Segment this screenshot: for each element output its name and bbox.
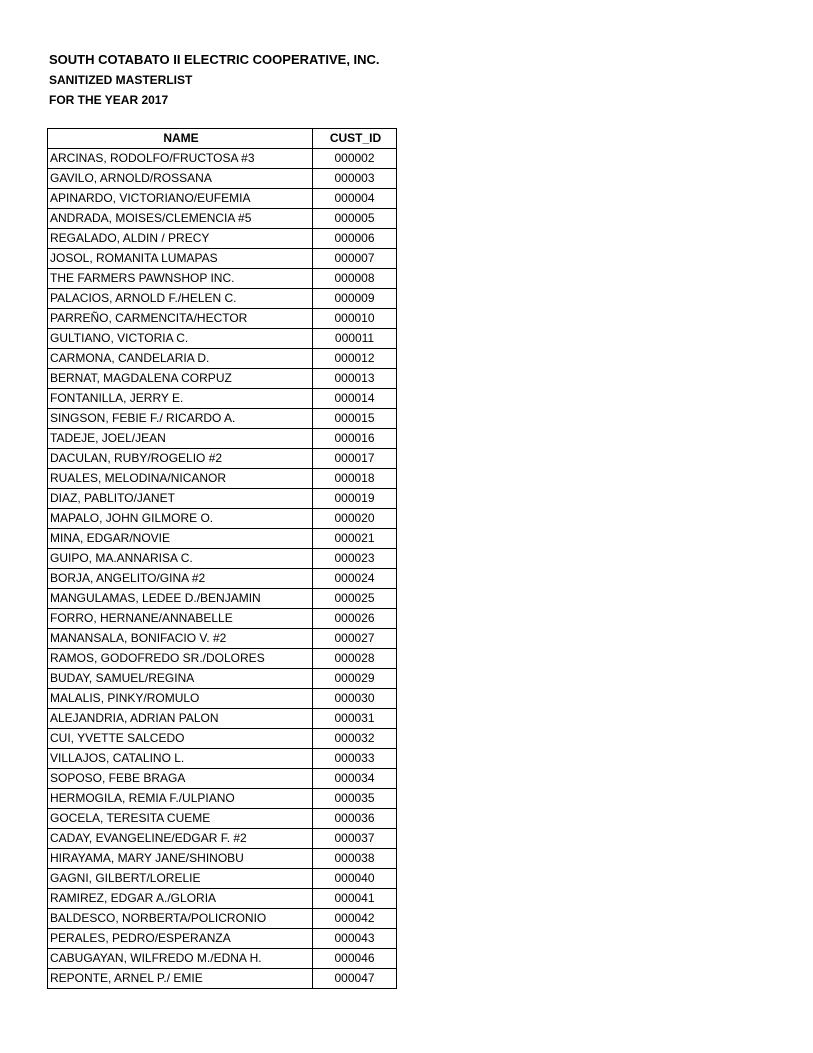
customer-id-cell: 000037 [313,829,397,849]
customer-name-cell: BUDAY, SAMUEL/REGINA [48,669,313,689]
customer-name-cell: GAGNI, GILBERT/LORELIE [48,869,313,889]
customer-name-cell: RAMIREZ, EDGAR A./GLORIA [48,889,313,909]
customer-id-cell: 000014 [313,389,397,409]
table-row [48,869,397,889]
table-body [48,149,397,989]
customer-id-cell: 000019 [313,489,397,509]
masterlist-table [47,128,397,989]
customer-id-cell: 000003 [313,169,397,189]
table-row [48,829,397,849]
table-row [48,469,397,489]
table-row [48,529,397,549]
customer-name-cell: HIRAYAMA, MARY JANE/SHINOBU [48,849,313,869]
table-row [48,909,397,929]
table-row [48,489,397,509]
document-header [49,50,380,110]
customer-id-cell: 000004 [313,189,397,209]
organization-title: SOUTH COTABATO II ELECTRIC COOPERATIVE, INC. [49,52,380,67]
table-header-row [48,129,397,149]
customer-id-cell: 000031 [313,709,397,729]
table-row [48,169,397,189]
customer-id-cell: 000033 [313,749,397,769]
customer-name-cell: CADAY, EVANGELINE/EDGAR F. #2 [48,829,313,849]
table-row [48,769,397,789]
customer-name-cell: BORJA, ANGELITO/GINA #2 [48,569,313,589]
customer-name-cell: MANANSALA, BONIFACIO V. #2 [48,629,313,649]
column-header-name: NAME [48,129,313,149]
customer-id-cell: 000015 [313,409,397,429]
table-row [48,849,397,869]
table-row [48,689,397,709]
customer-name-cell: GUIPO, MA.ANNARISA C. [48,549,313,569]
customer-id-cell: 000040 [313,869,397,889]
customer-id-cell: 000032 [313,729,397,749]
year-line: FOR THE YEAR 2017 [49,93,169,107]
table-row [48,249,397,269]
customer-name-cell: GAVILO, ARNOLD/ROSSANA [48,169,313,189]
customer-id-cell: 000046 [313,949,397,969]
customer-id-cell: 000024 [313,569,397,589]
customer-id-cell: 000026 [313,609,397,629]
table-row [48,429,397,449]
table-row [48,649,397,669]
customer-name-cell: RUALES, MELODINA/NICANOR [48,469,313,489]
customer-id-cell: 000029 [313,669,397,689]
table-row [48,969,397,989]
table-row [48,889,397,909]
table-row [48,309,397,329]
table-row [48,209,397,229]
table-row [48,269,397,289]
table-row [48,589,397,609]
customer-id-cell: 000027 [313,629,397,649]
table-row [48,609,397,629]
customer-name-cell: HERMOGILA, REMIA F./ULPIANO [48,789,313,809]
customer-name-cell: BERNAT, MAGDALENA CORPUZ [48,369,313,389]
customer-name-cell: FONTANILLA, JERRY E. [48,389,313,409]
customer-id-cell: 000030 [313,689,397,709]
customer-name-cell: PALACIOS, ARNOLD F./HELEN C. [48,289,313,309]
customer-id-cell: 000038 [313,849,397,869]
customer-id-cell: 000043 [313,929,397,949]
customer-name-cell: MANGULAMAS, LEDEE D./BENJAMIN [48,589,313,609]
customer-id-cell: 000018 [313,469,397,489]
customer-name-cell: PERALES, PEDRO/ESPERANZA [48,929,313,949]
customer-id-cell: 000013 [313,369,397,389]
table-row [48,189,397,209]
customer-name-cell: FORRO, HERNANE/ANNABELLE [48,609,313,629]
document-subtitle: SANITIZED MASTERLIST [49,73,193,87]
table-row [48,369,397,389]
customer-name-cell: ANDRADA, MOISES/CLEMENCIA #5 [48,209,313,229]
customer-name-cell: DACULAN, RUBY/ROGELIO #2 [48,449,313,469]
customer-id-cell: 000007 [313,249,397,269]
customer-id-cell: 000009 [313,289,397,309]
customer-name-cell: CUI, YVETTE SALCEDO [48,729,313,749]
customer-name-cell: MALALIS, PINKY/ROMULO [48,689,313,709]
customer-id-cell: 000011 [313,329,397,349]
customer-id-cell: 000034 [313,769,397,789]
customer-name-cell: PARREÑO, CARMENCITA/HECTOR [48,309,313,329]
customer-id-cell: 000008 [313,269,397,289]
customer-name-cell: APINARDO, VICTORIANO/EUFEMIA [48,189,313,209]
table-row [48,449,397,469]
customer-id-cell: 000036 [313,809,397,829]
customer-name-cell: REPONTE, ARNEL P./ EMIE [48,969,313,989]
customer-id-cell: 000020 [313,509,397,529]
customer-id-cell: 000005 [313,209,397,229]
customer-name-cell: VILLAJOS, CATALINO L. [48,749,313,769]
table-row [48,389,397,409]
customer-name-cell: SOPOSO, FEBE BRAGA [48,769,313,789]
table-row [48,789,397,809]
table-row [48,289,397,309]
table-row [48,709,397,729]
table-row [48,549,397,569]
customer-name-cell: ARCINAS, RODOLFO/FRUCTOSA #3 [48,149,313,169]
table-row [48,149,397,169]
table-row [48,329,397,349]
customer-id-cell: 000035 [313,789,397,809]
table-row [48,949,397,969]
table-row [48,669,397,689]
table-row [48,349,397,369]
customer-name-cell: JOSOL, ROMANITA LUMAPAS [48,249,313,269]
table-row [48,809,397,829]
customer-id-cell: 000041 [313,889,397,909]
customer-name-cell: CABUGAYAN, WILFREDO M./EDNA H. [48,949,313,969]
table-row [48,729,397,749]
customer-name-cell: CARMONA, CANDELARIA D. [48,349,313,369]
customer-id-cell: 000006 [313,229,397,249]
customer-id-cell: 000002 [313,149,397,169]
customer-id-cell: 000017 [313,449,397,469]
customer-id-cell: 000025 [313,589,397,609]
customer-id-cell: 000010 [313,309,397,329]
customer-name-cell: GULTIANO, VICTORIA C. [48,329,313,349]
customer-name-cell: MINA, EDGAR/NOVIE [48,529,313,549]
table-row [48,749,397,769]
customer-id-cell: 000042 [313,909,397,929]
customer-name-cell: MAPALO, JOHN GILMORE O. [48,509,313,529]
table-row [48,409,397,429]
table-row [48,509,397,529]
table-row [48,629,397,649]
customer-id-cell: 000047 [313,969,397,989]
table-row [48,929,397,949]
customer-id-cell: 000016 [313,429,397,449]
table-row [48,229,397,249]
table-row [48,569,397,589]
customer-name-cell: ALEJANDRIA, ADRIAN PALON [48,709,313,729]
customer-name-cell: THE FARMERS PAWNSHOP INC. [48,269,313,289]
column-header-cust-id: CUST_ID [313,129,397,149]
customer-id-cell: 000023 [313,549,397,569]
customer-name-cell: GOCELA, TERESITA CUEME [48,809,313,829]
customer-name-cell: REGALADO, ALDIN / PRECY [48,229,313,249]
customer-name-cell: BALDESCO, NORBERTA/POLICRONIO [48,909,313,929]
customer-id-cell: 000028 [313,649,397,669]
customer-name-cell: DIAZ, PABLITO/JANET [48,489,313,509]
customer-id-cell: 000021 [313,529,397,549]
customer-name-cell: TADEJE, JOEL/JEAN [48,429,313,449]
customer-name-cell: SINGSON, FEBIE F./ RICARDO A. [48,409,313,429]
customer-name-cell: RAMOS, GODOFREDO SR./DOLORES [48,649,313,669]
customer-id-cell: 000012 [313,349,397,369]
